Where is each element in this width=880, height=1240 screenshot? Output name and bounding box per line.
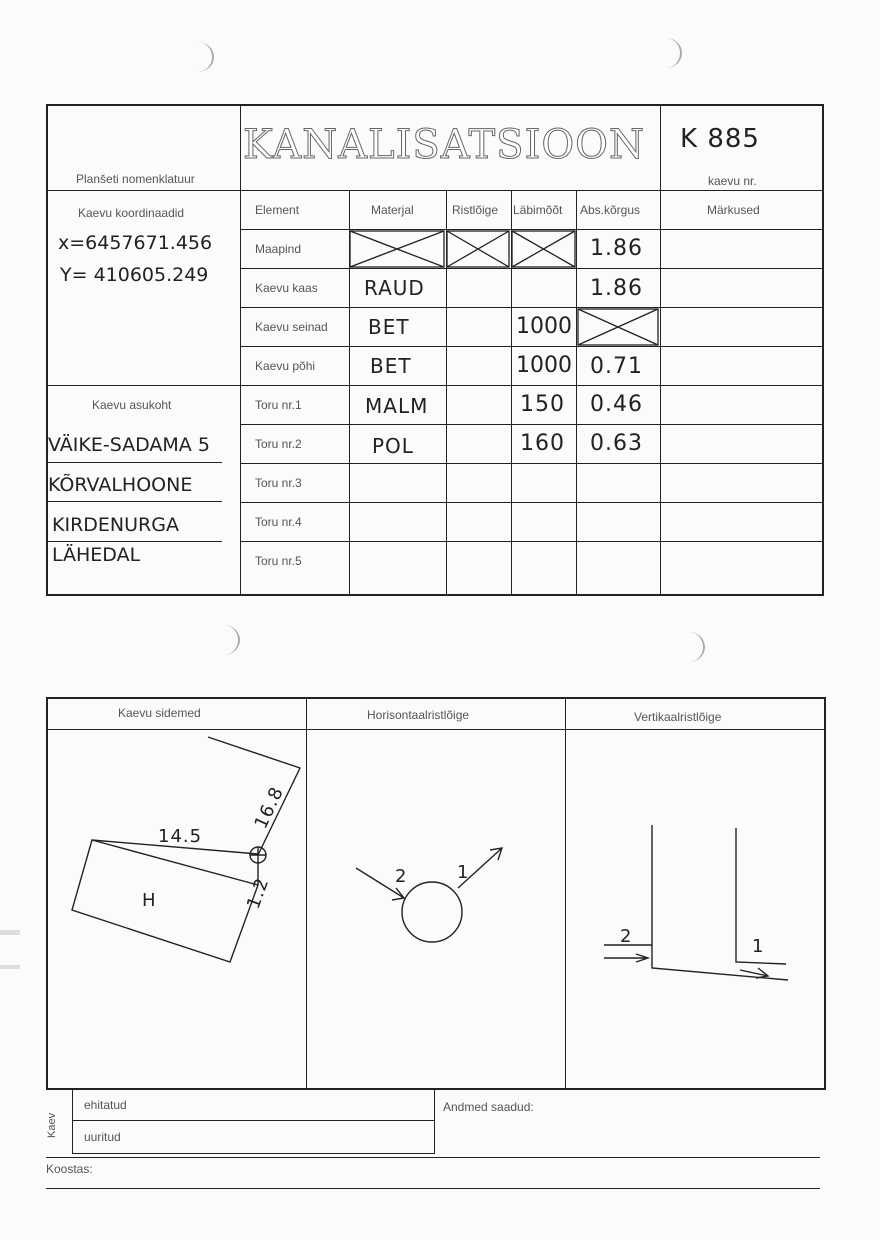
pipe-2-height: 0.63 (590, 431, 643, 456)
tie-length-a: 14.5 (158, 826, 203, 847)
col-header-height: Abs.kõrgus (580, 203, 641, 217)
well-circle (402, 882, 462, 942)
well-number-label: kaevu nr. (708, 174, 757, 188)
walls-diameter: 1000 (516, 314, 572, 339)
tie-length-c: 1.2 (242, 874, 274, 912)
row-label-pipe-4: Toru nr.4 (255, 515, 302, 529)
col-header-diameter: Läbimõõt (513, 203, 563, 217)
punch-hole (208, 625, 240, 655)
pipe-2-diameter: 160 (520, 431, 565, 456)
ground-height: 1.86 (590, 236, 643, 261)
row-label-pipe-2: Toru nr.2 (255, 437, 302, 451)
pipe-1-height: 0.46 (590, 392, 643, 417)
not-applicable-crosses (0, 0, 880, 600)
col-header-section: Ristlõige (452, 203, 499, 217)
row-label-ground: Maapind (255, 242, 302, 256)
form-title: KANALISATSIOON (243, 122, 645, 168)
sketch-drawings (0, 700, 880, 1090)
v-pipe-2-label: 2 (620, 926, 633, 947)
bottom-height: 0.71 (590, 354, 643, 379)
tie-length-b: 16.8 (250, 783, 289, 833)
location-line-3: KIRDENURGA (52, 514, 179, 536)
bottom-material: BET (370, 354, 412, 378)
location-line-1: VÄIKE-SADAMA 5 (48, 434, 210, 456)
row-label-lid: Kaevu kaas (255, 281, 318, 295)
footer-measured-label: uuritud (84, 1130, 121, 1144)
v-pipe-1-label: 1 (752, 936, 765, 957)
coord-x: x=6457671.456 (58, 232, 213, 254)
building-label: H (142, 890, 157, 911)
col-well-ties: Kaevu sidemed (118, 706, 201, 720)
row-label-walls: Kaevu seinad (255, 320, 328, 334)
walls-material: BET (368, 315, 410, 339)
footer-built-label: ehitatud (84, 1098, 127, 1112)
col-horizontal-section: Horisontaalristlõige (367, 708, 470, 722)
building-outline (72, 840, 258, 962)
footer-data-received-label: Andmed saadud: (443, 1100, 534, 1114)
pipe-2-material: POL (372, 434, 414, 458)
coord-y: Y= 410605.249 (60, 264, 209, 286)
pipe-2-inlet (604, 945, 652, 962)
location-line-4: LÄHEDAL (52, 544, 141, 566)
coords-label: Kaevu koordinaadid (78, 206, 185, 220)
row-label-pipe-3: Toru nr.3 (255, 476, 302, 490)
location-line-2: KÕRVALHOONE (48, 474, 193, 496)
nomenclature-label: Planšeti nomenklatuur (76, 172, 195, 186)
bottom-diameter: 1000 (516, 353, 572, 378)
punch-hole (673, 632, 705, 662)
col-header-element: Element (255, 203, 300, 217)
pipe-1-diameter: 150 (520, 392, 565, 417)
col-header-notes: Märkused (707, 203, 760, 217)
h-pipe-1-label: 1 (457, 862, 470, 883)
lid-height: 1.86 (590, 276, 643, 301)
well-walls (652, 825, 788, 980)
footer-side-label: Kaev (46, 1112, 58, 1138)
pipe-1-material: MALM (365, 394, 429, 418)
footer-compiled-label: Koostas: (46, 1162, 93, 1176)
h-pipe-2-label: 2 (395, 866, 408, 887)
lid-material: RAUD (364, 276, 425, 300)
row-label-pipe-5: Toru nr.5 (255, 554, 302, 568)
row-label-bottom: Kaevu põhi (255, 359, 316, 373)
col-vertical-section: Vertikaalristlõige (634, 710, 722, 724)
well-number-value: K 885 (680, 124, 760, 154)
col-header-material: Materjal (371, 203, 414, 217)
location-label: Kaevu asukoht (92, 398, 172, 412)
row-label-pipe-1: Toru nr.1 (255, 398, 302, 412)
